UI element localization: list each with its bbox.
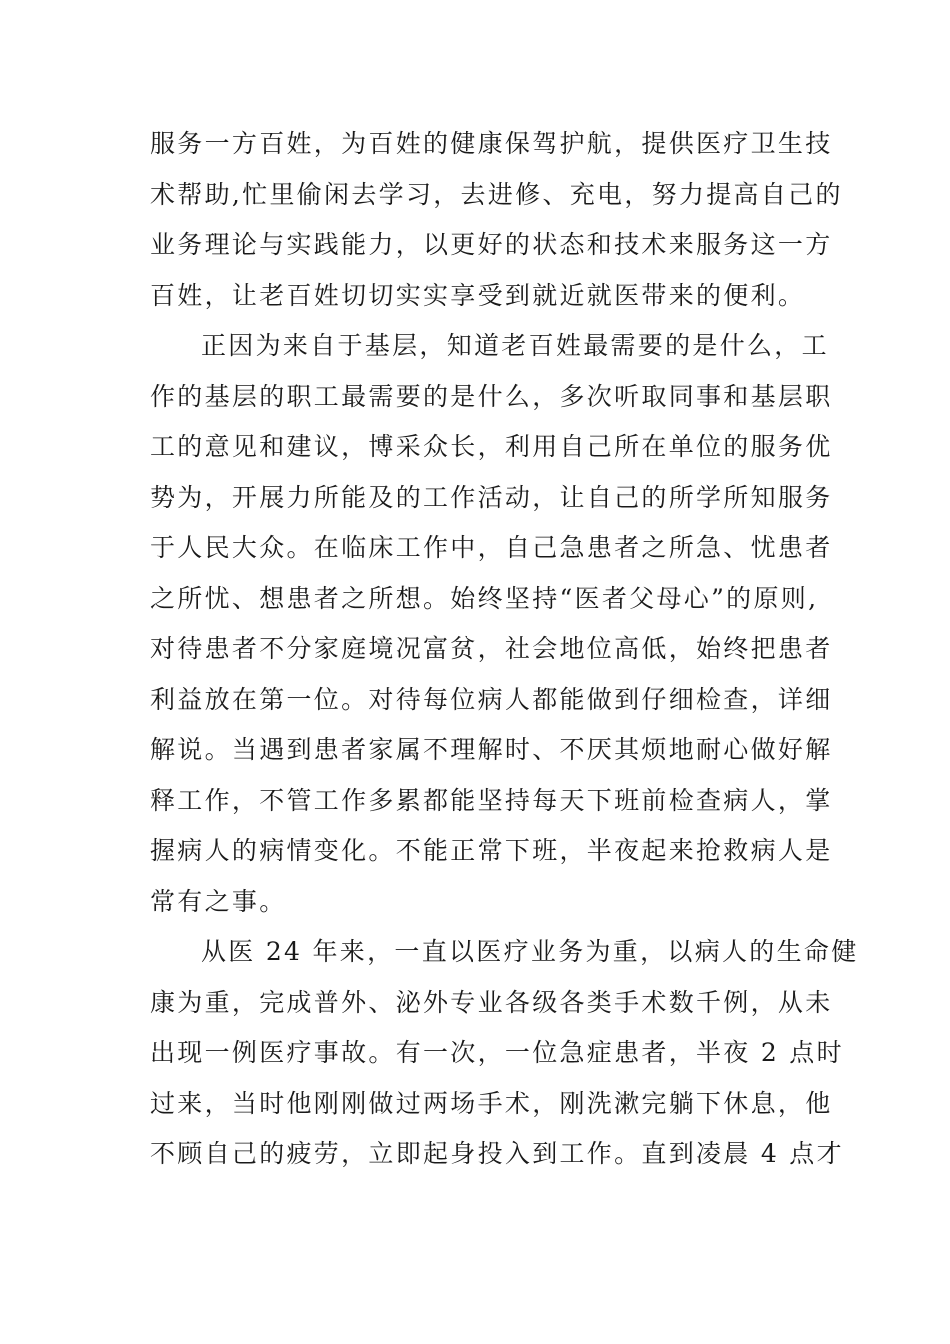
paragraph [150,934,859,1187]
text-line: 从医 24 年来，一直以医疗业务为重，以病人的生命健 [201,937,859,966]
document-body [150,126,859,1187]
text-line: 康为重，完成普外、泌外专业各级各类手术数千例，从未 [150,987,833,1017]
text-line: 不顾自己的疲劳，立即起身投入到工作。直到凌晨 4 点才 [150,1139,844,1168]
paragraph [150,328,833,934]
text-line: 正因为来自于基层，知道老百姓最需要的是什么，工 [201,331,829,360]
text-line: 工的意见和建议，博采众长，利用自己所在单位的服务优 [150,432,833,461]
text-line: 握病人的病情变化。不能正常下班，半夜起来抢救病人是 [150,836,833,865]
text-line: 常有之事。 [150,886,287,916]
text-line: 之所忧、想患者之所想。始终坚持“医者父母心”的原则, [150,583,819,613]
text-line: 势为，开展力所能及的工作活动，让自己的所学所知服务 [150,482,833,512]
text-line: 作的基层的职工最需要的是什么，多次听取同事和基层职 [150,381,833,411]
text-line: 服务一方百姓，为百姓的健康保驾护航，提供医疗卫生技 [150,129,833,158]
text-line: 百姓，让老百姓切切实实享受到就近就医带来的便利。 [150,280,806,310]
text-line: 解说。当遇到患者家属不理解时、不厌其烦地耐心做好解 [150,735,833,764]
text-line: 业务理论与实践能力，以更好的状态和技术来服务这一方 [150,230,833,259]
paragraph [150,126,843,328]
text-line: 术帮助,忙里偷闲去学习，去进修、充电，努力提高自己的 [150,179,843,209]
text-line: 利益放在第一位。对待每位病人都能做到仔细检查，详细 [150,684,833,714]
text-line: 出现一例医疗事故。有一次，一位急症患者，半夜 2 点时 [150,1038,844,1067]
text-line: 释工作，不管工作多累都能坚持每天下班前检查病人，掌 [150,785,833,815]
text-line: 于人民大众。在临床工作中，自己急患者之所急、忧患者 [150,533,833,562]
text-line: 对待患者不分家庭境况富贫，社会地位高低，始终把患者 [150,634,833,663]
text-line: 过来，当时他刚刚做过两场手术，刚洗漱完躺下休息，他 [150,1088,833,1118]
